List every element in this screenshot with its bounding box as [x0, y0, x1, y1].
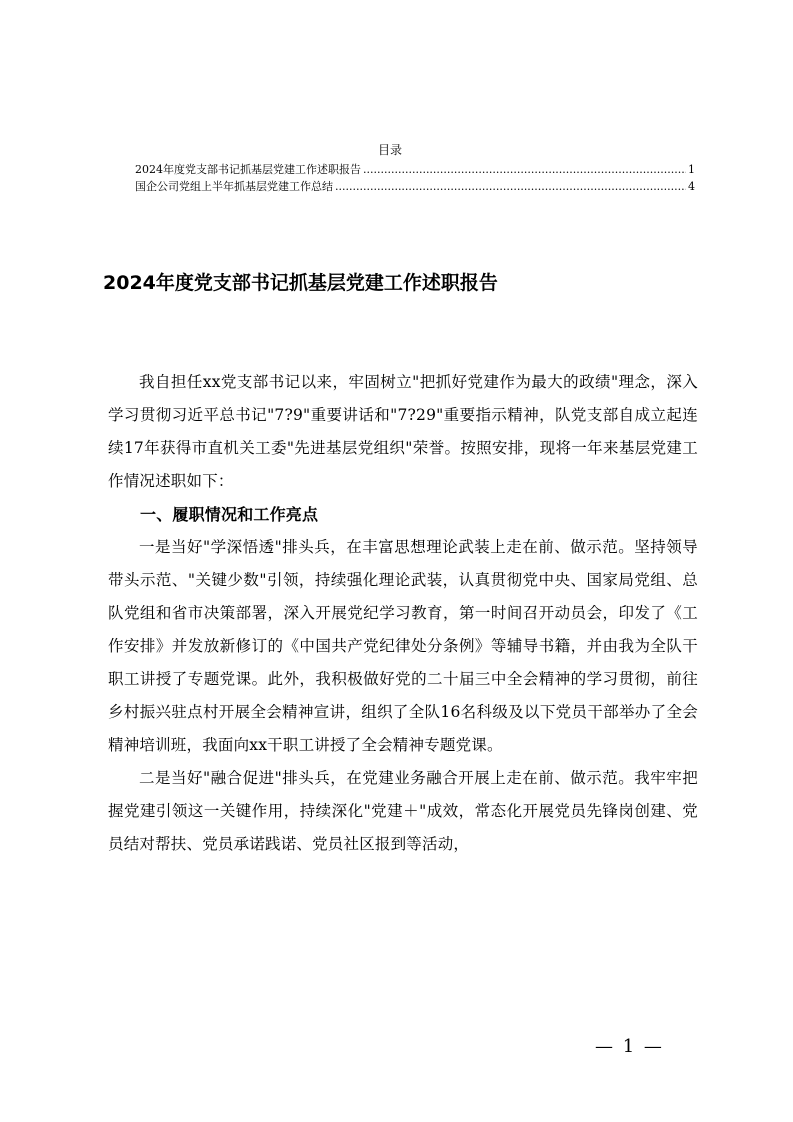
- toc-leader-dots: [363, 161, 686, 178]
- paragraph-intro: 我自担任xx党支部书记以来，牢固树立"把抓好党建作为最大的政绩"理念，深入学习贯彻习近平总书记"7?9"重要讲话和"7?29"重要指示精神，队党支部自成立起连续17年获得市直机关工委"先进基层党组织"荣誉。按照安排，现将一年来基层党建工作情况述职如下：: [108, 373, 698, 490]
- toc-entry[interactable]: [135, 178, 695, 195]
- toc-entry-page[interactable]: 4: [688, 180, 695, 193]
- table-of-contents: [135, 142, 695, 195]
- toc-entry-text[interactable]: 国企公司党组上半年抓基层党建工作总结: [135, 180, 333, 193]
- section-heading: 一、履职情况和工作亮点: [140, 505, 319, 524]
- page-number: — 1 —: [595, 1036, 664, 1057]
- document-title: 2024年度党支部书记抓基层党建工作述职报告: [103, 272, 498, 294]
- toc-entry[interactable]: [135, 161, 695, 178]
- paragraph-integration: 二是当好"融合促进"排头兵，在党建业务融合开展上走在前、做示范。我牢牢把握党建引领这一关键作用，持续深化"党建＋"成效，常态化开展党员先锋岗创建、党员结对帮扶、党员承诺践诺、党员社区报到等活动，: [108, 769, 698, 853]
- document-body: [108, 366, 698, 861]
- toc-title: 目录: [377, 143, 402, 157]
- paragraph-study: 一是当好"学深悟透"排头兵，在丰富思想理论武装上走在前、做示范。坚持领导带头示范、"关键少数"引领，持续强化理论武装，认真贯彻党中央、国家局党组、总队党组和省市决策部署，深入开展党纪学习教育，第一时间召开动员会，印发了《工作安排》并发放新修订的《中国共产党纪律处分条例》等辅导书籍，并由我为全队干职工讲授了专题党课。此外，我积极做好党的二十届三中全会精神的学习贯彻，前往乡村振兴驻点村开展全会精神宣讲，组织了全队16名科级及以下党员干部举办了全会精神培训班，我面向xx干职工讲授了全会精神专题党课。: [108, 538, 698, 754]
- toc-entry-text[interactable]: 2024年度党支部书记抓基层党建工作述职报告: [135, 163, 361, 176]
- toc-entry-page[interactable]: 1: [688, 163, 695, 176]
- toc-leader-dots: [335, 178, 686, 195]
